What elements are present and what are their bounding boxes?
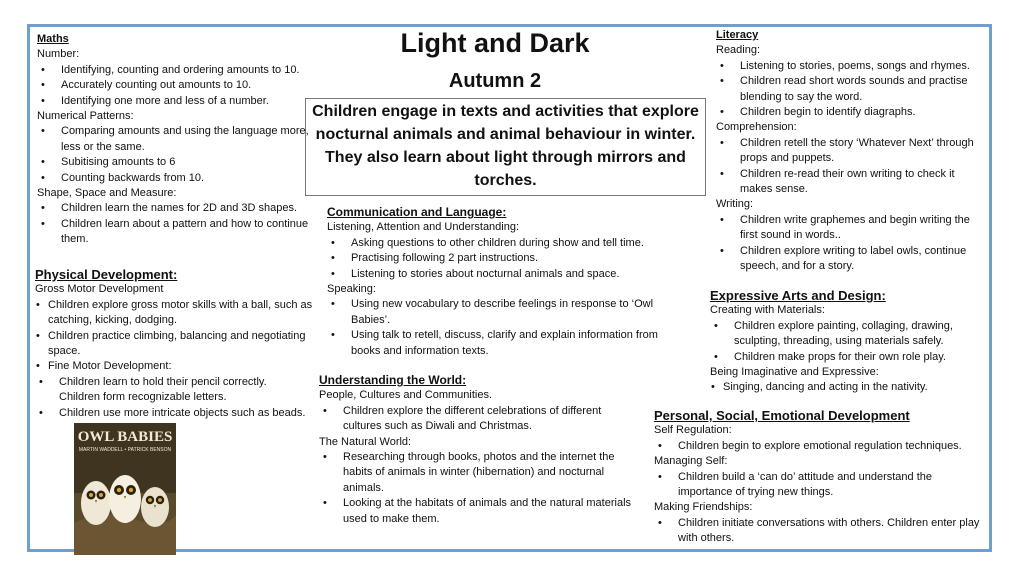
world-people-label: People, Cultures and Communities. bbox=[319, 389, 493, 402]
pse-managing-label: Managing Self: bbox=[654, 455, 728, 468]
list-item: • Children explore gross motor skills with a ball, such as catching, kicking, dodging. bbox=[35, 298, 327, 329]
physical-section bbox=[35, 267, 327, 421]
world-section bbox=[319, 373, 631, 527]
list-item: • Children re-read their own writing to check it makes sense. bbox=[716, 167, 986, 198]
arts-imaginative-label: Being Imaginative and Expressive: bbox=[710, 366, 879, 379]
literacy-section bbox=[716, 28, 986, 275]
maths-patterns-label: Numerical Patterns: bbox=[37, 110, 134, 123]
maths-section bbox=[37, 32, 312, 248]
pse-managing-list bbox=[654, 470, 984, 501]
list-item: • Children make props for their own role play. bbox=[710, 350, 984, 365]
book-title: OWL BABIES bbox=[77, 429, 173, 445]
term-subtitle: Autumn 2 bbox=[448, 70, 542, 92]
pse-section bbox=[654, 408, 984, 547]
list-item: • Asking questions to other children during show and tell time. bbox=[327, 236, 682, 251]
list-item: • Identifying one more and less of a number. bbox=[37, 94, 312, 109]
communication-section bbox=[327, 205, 682, 359]
maths-number-list bbox=[37, 63, 312, 109]
physical-heading: Physical Development: bbox=[35, 267, 178, 282]
literacy-comprehension-list bbox=[716, 136, 986, 198]
list-item: • Children learn the names for 2D and 3D shapes. bbox=[37, 201, 312, 216]
list-item: • Children build a ‘can do’ attitude and understand the importance of trying new things. bbox=[654, 470, 984, 501]
arts-section bbox=[710, 288, 984, 396]
physical-gross-label: Gross Motor Development bbox=[35, 283, 164, 296]
arts-materials-list bbox=[710, 319, 984, 365]
list-item: • Children explore writing to label owls, continue speech, and for a story. bbox=[716, 244, 986, 275]
arts-materials-label: Creating with Materials: bbox=[710, 304, 825, 317]
book-cover-illustration bbox=[74, 423, 176, 555]
literacy-heading: Literacy bbox=[716, 29, 759, 41]
maths-number-label: Number: bbox=[37, 48, 80, 61]
list-item: • Children begin to explore emotional regulation techniques. bbox=[654, 439, 984, 454]
list-item: • Counting backwards from 10. bbox=[37, 171, 312, 186]
list-item: • Children explore the different celebrations of different cultures such as Diwali and Christmas. bbox=[319, 404, 631, 435]
communication-speaking-label: Speaking: bbox=[327, 283, 376, 296]
literacy-reading-label: Reading: bbox=[716, 44, 761, 57]
topic-summary-box: Children engage in texts and activities that explore nocturnal animals and animal behaviour in winter. They also learn about light through mirrors and torches. bbox=[305, 98, 706, 196]
maths-patterns-list bbox=[37, 124, 312, 186]
list-item: • Identifying, counting and ordering amounts to 10. bbox=[37, 63, 312, 78]
list-item: • Listening to stories about nocturnal animals and space. bbox=[327, 267, 682, 282]
page-title: Light and Dark bbox=[400, 28, 590, 58]
owl-babies-book-cover bbox=[74, 423, 176, 555]
communication-heading: Communication and Language: bbox=[327, 205, 507, 219]
list-item: • Children write graphemes and begin writing the first sound in words.. bbox=[716, 213, 986, 244]
list-item: • Children explore painting, collaging, drawing, sculpting, threading, using materials safely. bbox=[710, 319, 984, 350]
literacy-writing-label: Writing: bbox=[716, 198, 754, 211]
physical-fine-list bbox=[35, 375, 327, 421]
list-item: • Subitising amounts to 6 bbox=[37, 155, 312, 170]
list-item: • Children learn about a pattern and how to continue them. bbox=[37, 217, 312, 248]
list-item: • Singing, dancing and acting in the nativity. bbox=[710, 380, 984, 395]
list-item: • Children retell the story ‘Whatever Next’ through props and puppets. bbox=[716, 136, 986, 167]
maths-shape-list bbox=[37, 201, 312, 247]
world-people-list bbox=[319, 404, 631, 435]
world-natural-label: The Natural World: bbox=[319, 435, 412, 448]
maths-shape-label: Shape, Space and Measure: bbox=[37, 187, 177, 200]
owl-middle bbox=[109, 475, 141, 523]
pse-regulation-label: Self Regulation: bbox=[654, 424, 732, 437]
arts-heading: Expressive Arts and Design: bbox=[710, 288, 886, 303]
book-authors: MARTIN WADDELL • PATRICK BENSON bbox=[78, 447, 172, 453]
list-item: • Children initiate conversations with others. Children enter play with others. bbox=[654, 516, 984, 547]
list-item: • Accurately counting out amounts to 10. bbox=[37, 78, 312, 93]
list-item: • Looking at the habitats of animals and the natural materials used to make them. bbox=[319, 496, 631, 527]
communication-speaking-list bbox=[327, 297, 682, 359]
pse-regulation-list bbox=[654, 439, 984, 454]
world-natural-list bbox=[319, 450, 631, 527]
list-item: • Practising following 2 part instructions. bbox=[327, 251, 682, 266]
list-item: • Listening to stories, poems, songs and rhymes. bbox=[716, 59, 986, 74]
list-item: • Children read short words sounds and practise blending to say the word. bbox=[716, 74, 986, 105]
pse-friendships-list bbox=[654, 516, 984, 547]
maths-heading: Maths bbox=[37, 33, 69, 45]
list-item: • Fine Motor Development: bbox=[35, 359, 327, 374]
communication-listening-list bbox=[327, 236, 682, 282]
pse-friendships-label: Making Friendships: bbox=[654, 501, 753, 514]
list-item: • Using talk to retell, discuss, clarify and explain information from books and information texts. bbox=[327, 328, 682, 359]
list-item: • Children begin to identify diagraphs. bbox=[716, 105, 986, 120]
owl-left bbox=[81, 481, 111, 525]
owl-right bbox=[141, 487, 169, 527]
list-item: • Using new vocabulary to describe feelings in response to ‘Owl Babies’. bbox=[327, 297, 682, 328]
list-item: • Children learn to hold their pencil correctly. Children form recognizable letters. bbox=[35, 375, 327, 406]
literacy-writing-list bbox=[716, 213, 986, 275]
pse-heading: Personal, Social, Emotional Development bbox=[654, 408, 910, 423]
literacy-comprehension-label: Comprehension: bbox=[716, 121, 797, 134]
world-heading: Understanding the World: bbox=[319, 373, 467, 387]
physical-gross-list bbox=[35, 298, 327, 375]
list-item: • Children practice climbing, balancing and negotiating space. bbox=[35, 329, 327, 360]
literacy-reading-list bbox=[716, 59, 986, 121]
communication-listening-label: Listening, Attention and Understanding: bbox=[327, 221, 520, 234]
list-item: • Children use more intricate objects such as beads. bbox=[35, 406, 327, 421]
list-item: • Comparing amounts and using the language more, less or the same. bbox=[37, 124, 312, 155]
arts-imaginative-list bbox=[710, 380, 984, 395]
list-item: • Researching through books, photos and the internet the habits of animals in winter (hibernation) and nocturnal animals. bbox=[319, 450, 631, 496]
